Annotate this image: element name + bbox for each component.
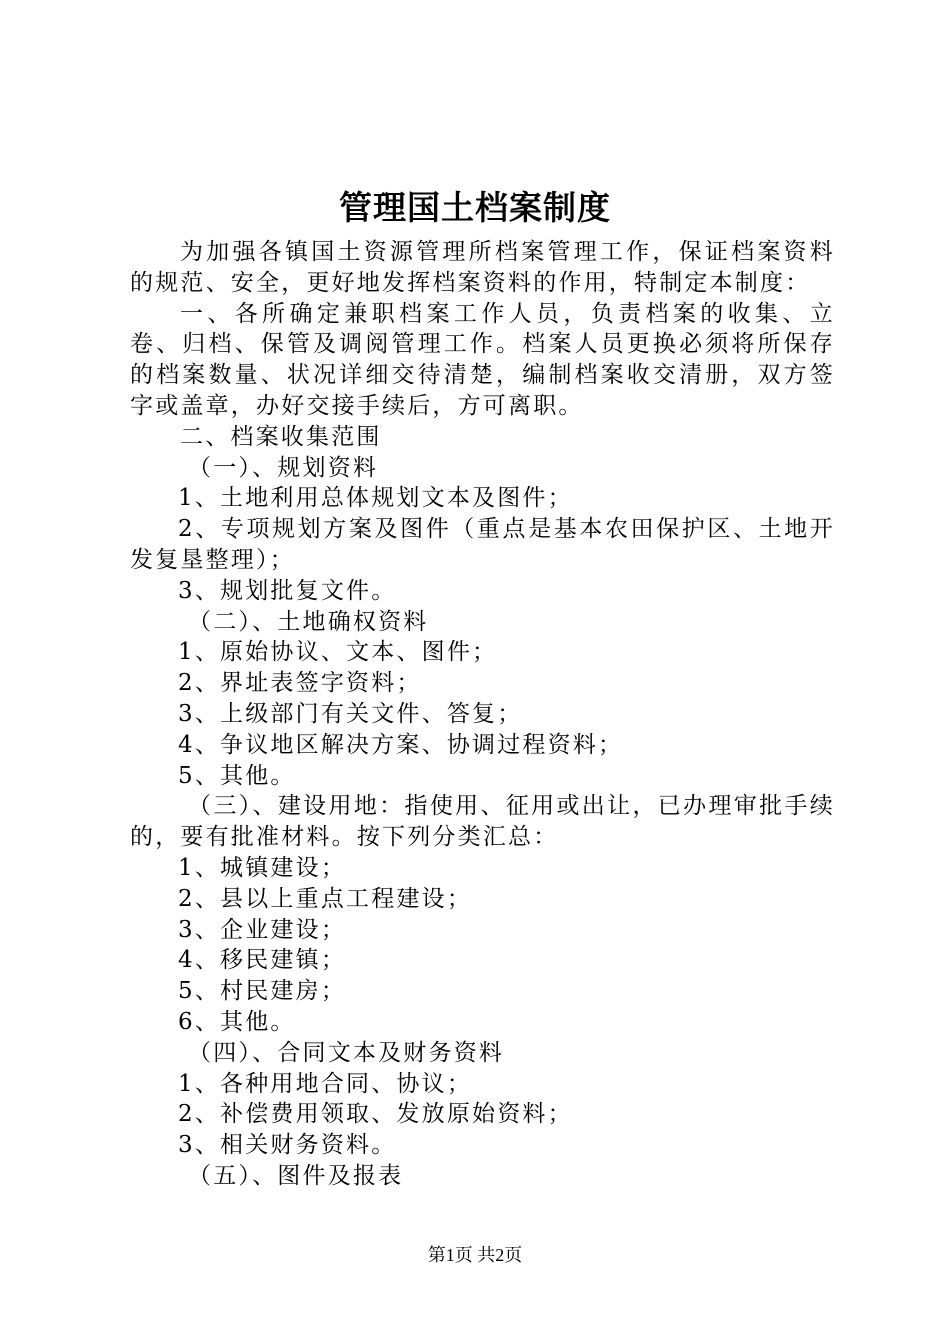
list-item: 2、界址表签字资料； (178, 670, 422, 697)
list-item: 3、上级部门有关文件、答复； (178, 700, 523, 727)
document-body (130, 237, 835, 1192)
list-item: 6、其他。 (178, 1008, 296, 1035)
list-item: 2、补偿费用领取、发放原始资料； (178, 1101, 573, 1128)
list-item: 2、专项规划方案及图件（重点是基本农田保护区、土地开发复垦整理）； (130, 516, 835, 573)
section-heading: （四）、合同文本及财务资料 (188, 1039, 505, 1066)
paragraph: 二、档案收集范围 (180, 423, 382, 450)
list-item: 4、争议地区解决方案、协调过程资料； (178, 731, 624, 758)
list-item: 5、村民建房； (178, 978, 347, 1005)
paragraph: 为加强各镇国土资源管理所档案管理工作，保证档案资料的规范、安全，更好地发挥档案资料的作用，特制定本制度： (130, 239, 835, 296)
list-item: 5、其他。 (178, 762, 296, 789)
list-item: 3、规划批复文件。 (178, 577, 397, 604)
section-heading: （一）、规划资料 (188, 454, 379, 481)
list-item: 1、原始协议、文本、图件； (178, 639, 498, 666)
paragraph: 一、各所确定兼职档案工作人员，负责档案的收集、立卷、归档、保管及调阅管理工作。档案人员更换必须将所保存的档案数量、状况详细交待清楚，编制档案收交清册，双方签字或盖章，办好交接手续后，方可离职。 (130, 300, 835, 419)
list-item: 1、土地利用总体规划文本及图件； (178, 485, 573, 512)
section-heading: （三）、建设用地：指使用、征用或出让，已办理审批手续的，要有批准材料。按下列分类汇总： (130, 793, 835, 851)
section-heading: （五）、图件及报表 (188, 1162, 404, 1189)
list-item: 3、企业建设； (178, 916, 347, 943)
list-item: 4、移民建镇； (178, 947, 347, 974)
page-footer: 第1页 共2页 (427, 1245, 523, 1265)
list-item: 1、城镇建设； (178, 854, 347, 881)
section-heading: （二）、土地确权资料 (188, 608, 429, 635)
document-title: 管理国土档案制度 (339, 188, 611, 227)
list-item: 1、各种用地合同、协议； (178, 1070, 473, 1097)
list-item: 3、相关财务资料。 (178, 1132, 397, 1159)
list-item: 2、县以上重点工程建设； (178, 885, 473, 912)
